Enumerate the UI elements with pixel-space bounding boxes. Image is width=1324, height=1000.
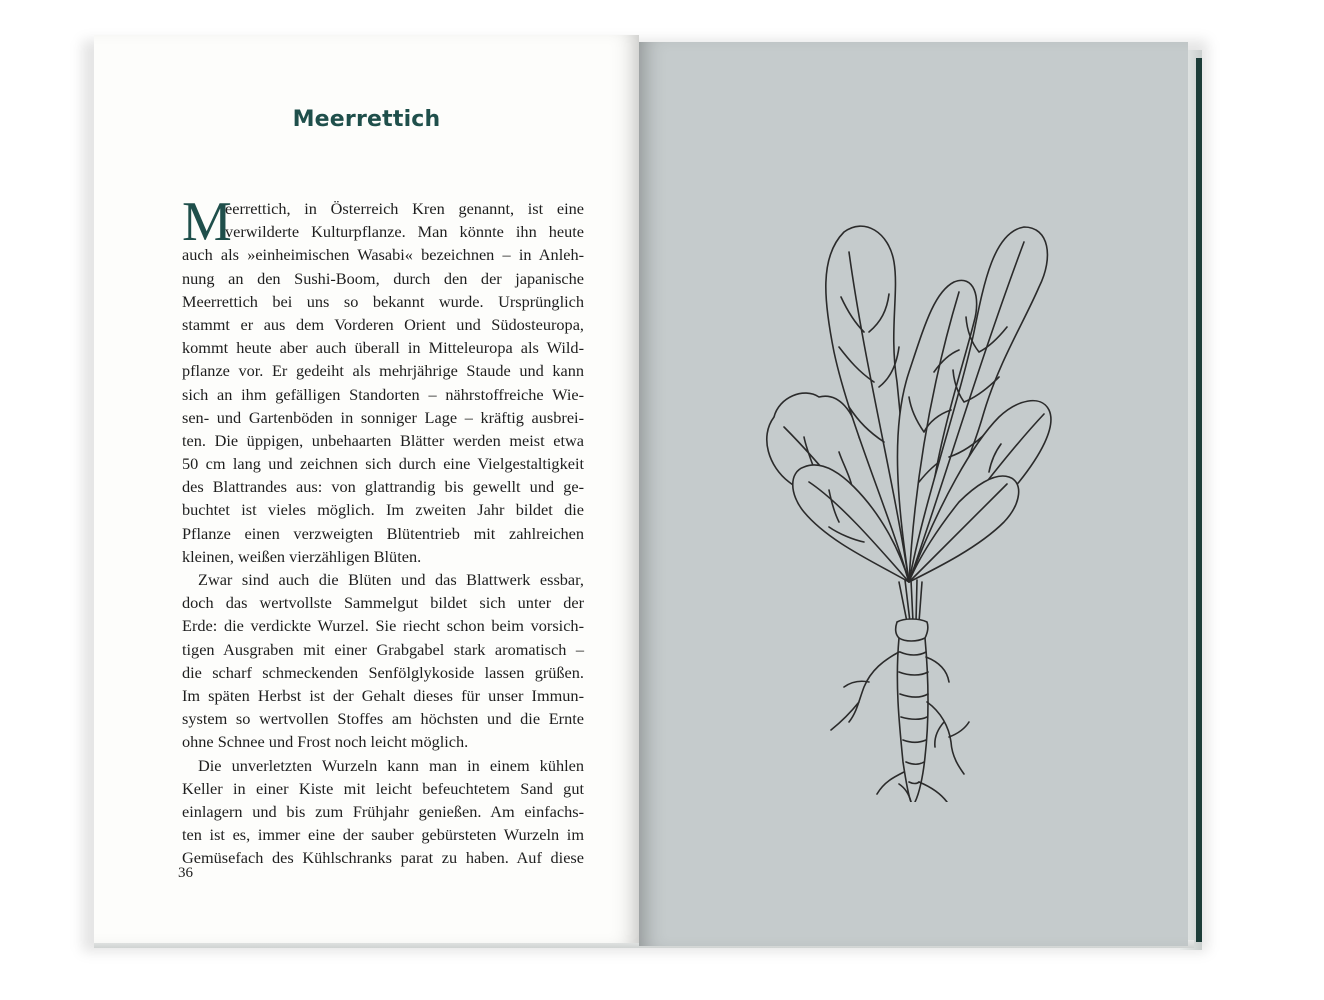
text-line: buchtet ist vieles möglich. Im zweiten Jahr bildet die (182, 500, 584, 520)
root (831, 638, 969, 802)
text-line: system so wertvollen Stoffes am höchsten und die Ernte (182, 709, 584, 729)
text-line: doch das wertvollste Sammelgut bildet sich unter der (182, 593, 584, 613)
drop-cap: M (182, 191, 232, 253)
text-line: 50 cm lang und zeichnen sich durch eine Vielgestaltigkeit (182, 454, 584, 474)
text-line: tigen Ausgraben mit einer Grabgabel stark aromatisch – (182, 639, 584, 659)
text-line: ten ist es, immer eine der sauber gebürsteten Wurzeln im (182, 825, 584, 845)
text-line: sich an ihm gefälligen Standorten – nährstoffreiche Wie- (182, 384, 584, 404)
page-number: 36 (178, 865, 193, 881)
text-line: Erde: die verdickte Wurzel. Sie riecht schon beim vorsich- (182, 616, 584, 636)
text-line: Zwar sind auch die Blüten und das Blattwerk essbar, (198, 570, 584, 589)
text-line: Keller in einer Kiste mit leicht befeuchtetem Sand gut (182, 778, 584, 798)
text-line: Im späten Herbst ist der Gehalt dieses für unser Immun- (182, 685, 584, 705)
horseradish-illustration (759, 182, 1059, 802)
book-cover-edge (1196, 58, 1202, 942)
text-line: ohne Schnee und Frost noch leicht möglich. (182, 732, 469, 752)
text-line: sen- und Gartenböden in sonniger Lage – kräftig ausbrei- (182, 407, 584, 427)
text-line: nung an den Sushi-Boom, durch den der japanische (182, 268, 584, 288)
text-line: pflanze vor. Er gedeiht als mehrjährige Staude und kann (182, 361, 584, 381)
text-line: verwilderte Kulturpflanze. Man könnte ihn heute (225, 222, 584, 242)
left-page (94, 35, 639, 943)
chapter-title: Meerrettich (292, 107, 441, 132)
text-line: ten. Die üppigen, unbehaarten Blätter werden meist etwa (182, 430, 584, 450)
text-line: Meerrettich bei uns so bekannt wurde. Ursprünglich (182, 291, 584, 311)
text-line: eerrettich, in Österreich Kren genannt, ist eine (225, 199, 584, 218)
right-page (639, 42, 1188, 946)
text-line: Pflanze einen verzweigten Blütentrieb mit zahlreichen (182, 523, 584, 543)
text-line: stammt er aus dem Vorderen Orient und Südosteuropa, (182, 314, 584, 334)
text-line: einlagern und bis zum Frühjahr genießen. Am einfachs- (182, 801, 584, 821)
text-line: auch als »einheimischen Wasabi« bezeichnen – in Anleh- (182, 245, 584, 265)
text-line: des Blattrandes aus: von glattrandig bis gewellt und ge- (182, 477, 584, 497)
stem-bundle (896, 580, 928, 641)
body-text (182, 191, 584, 869)
text-line: die scharf schmeckenden Senfölglykoside lassen grüßen. (182, 662, 584, 682)
text-line: Die unverletzten Wurzeln kann man in einem kühlen (198, 755, 584, 775)
text-line: kleinen, weißen vierzähligen Blüten. (182, 546, 422, 566)
text-line: Gemüsefach des Kühlschranks parat zu haben. Auf diese (182, 848, 584, 868)
text-line: kommt heute aber auch überall in Mitteleuropa als Wild- (182, 338, 584, 358)
